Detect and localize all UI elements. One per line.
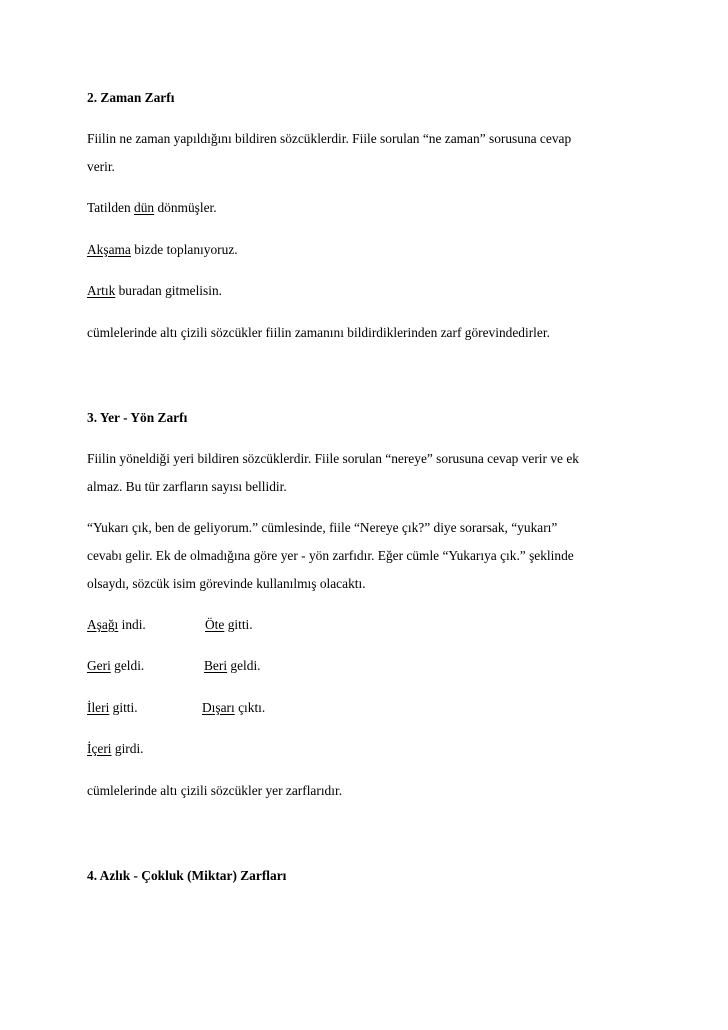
underlined-adverb: İleri <box>87 700 110 715</box>
underlined-adverb: Artık <box>87 283 116 298</box>
section-heading-yer-yon: 3. Yer - Yön Zarfı <box>87 410 188 425</box>
example-text: gitti. <box>224 617 253 632</box>
paragraph-zaman-definition-line1: Fiilin ne zaman yapıldığını bildiren sözcüklerdir. Fiile sorulan “ne zaman” sorusuna cevap <box>87 131 572 146</box>
paragraph-yer-explanation-line2: cevabı gelir. Ek de olmadığına göre yer - yön zarfıdır. Eğer cümle “Yukarıya çık.” şeklinde <box>87 548 574 563</box>
example-row <box>87 617 387 633</box>
underlined-adverb: Aşağı <box>87 617 119 632</box>
underlined-adverb: Beri <box>204 658 228 673</box>
example-row <box>87 741 144 757</box>
example-text: bizde toplanıyoruz. <box>130 242 238 257</box>
example-text: girdi. <box>111 741 144 756</box>
paragraph-zaman-definition-line2: verir. <box>87 159 115 174</box>
underlined-adverb: Akşama <box>87 242 131 257</box>
example-text: dönmüşler. <box>154 200 217 215</box>
example-text: çıktı. <box>234 700 266 715</box>
underlined-adverb: Öte <box>205 617 225 632</box>
paragraph-yer-definition-line2: almaz. Bu tür zarfların sayısı bellidir. <box>87 479 287 494</box>
example-text: Tatilden <box>87 200 135 215</box>
example-sentence <box>87 283 222 299</box>
example-row <box>87 700 387 716</box>
underlined-adverb: Geri <box>87 658 111 673</box>
underlined-adverb: dün <box>134 200 155 215</box>
paragraph-yer-explanation-line3: olsaydı, sözcük isim görevinde kullanılmış olacaktı. <box>87 576 366 591</box>
example-text: geldi. <box>110 658 145 673</box>
paragraph-yer-explanation-line1: “Yukarı çık, ben de geliyorum.” cümlesinde, fiile “Nereye çık?” diye sorarsak, “yukarı” <box>87 520 558 535</box>
example-text: buradan gitmelisin. <box>115 283 222 298</box>
section-heading-zaman: 2. Zaman Zarfı <box>87 90 175 105</box>
example-row <box>87 658 387 674</box>
paragraph-yer-definition-line1: Fiilin yöneldiği yeri bildiren sözcüklerdir. Fiile sorulan “nereye” sorusuna cevap verir ve ek <box>87 451 579 466</box>
paragraph-zaman-conclusion: cümlelerinde altı çizili sözcükler fiilin zamanını bildirdiklerinden zarf görevindedirler. <box>87 325 550 340</box>
example-sentence <box>87 242 238 258</box>
section-heading-azlik-cokluk: 4. Azlık - Çokluk (Miktar) Zarfları <box>87 868 287 883</box>
example-text: gitti. <box>109 700 138 715</box>
example-sentence <box>87 200 217 216</box>
example-text: geldi. <box>227 658 261 673</box>
example-text: indi. <box>118 617 146 632</box>
underlined-adverb: İçeri <box>87 741 112 756</box>
document-page <box>87 0 687 1030</box>
paragraph-yer-conclusion: cümlelerinde altı çizili sözcükler yer zarflarıdır. <box>87 783 343 798</box>
underlined-adverb: Dışarı <box>202 700 235 715</box>
